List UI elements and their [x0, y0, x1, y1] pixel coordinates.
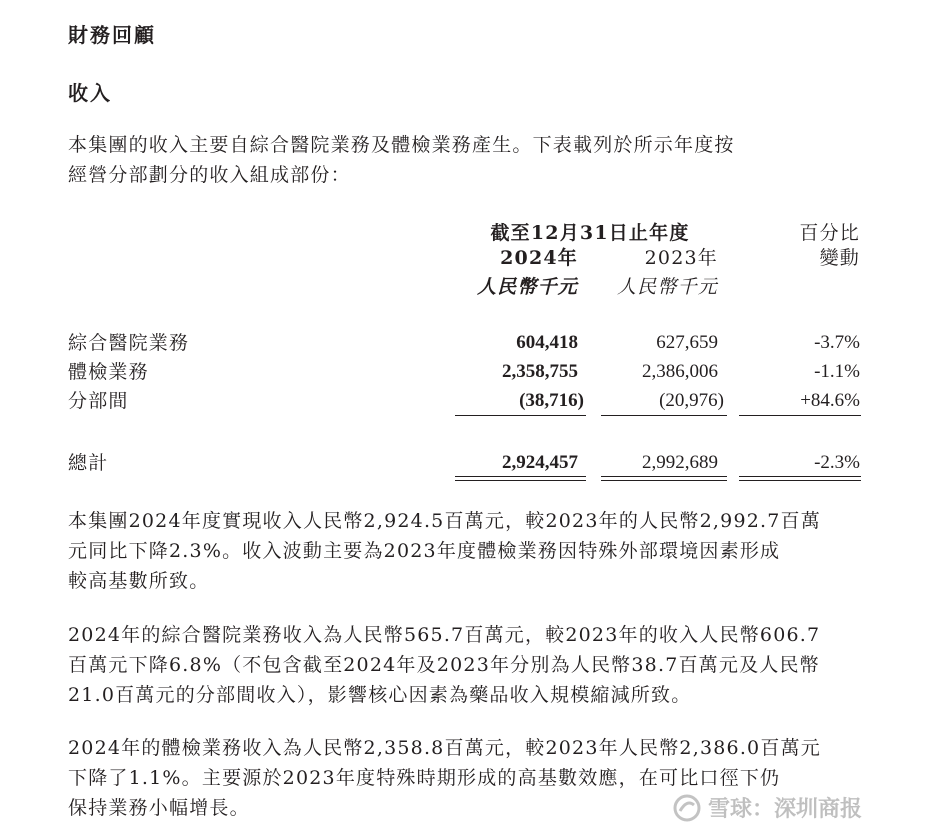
revenue-summary-paragraph	[68, 506, 821, 596]
intro-line: 經營分部劃分的收入組成部份：	[68, 164, 351, 186]
paragraph-line: 較高基數所致。	[68, 570, 210, 592]
paragraph-line: 本集團2024年度實現收入人民幣2,924.5百萬元，較2023年的人民幣2,992.7百萬	[68, 510, 821, 532]
row-value-2023: 627,659	[656, 332, 718, 353]
subtotal-rule	[739, 415, 861, 416]
total-double-rule	[601, 480, 727, 481]
total-double-rule	[455, 480, 586, 481]
subtotal-rule	[455, 415, 586, 416]
subsection-title: 收入	[68, 81, 112, 105]
total-change: -2.3%	[814, 452, 860, 473]
change-header: 變動	[819, 247, 860, 269]
total-double-rule	[739, 480, 861, 481]
intro-line: 本集團的收入主要自綜合醫院業務及體檢業務產生。下表載列於所示年度按	[68, 134, 735, 156]
change-header: 百分比	[799, 222, 860, 244]
row-value-2024: 604,418	[516, 332, 578, 353]
paragraph-line: 21.0百萬元的分部間收入），影響核心因素為藥品收入規模縮減所致。	[68, 684, 692, 706]
hospital-revenue-paragraph	[68, 620, 820, 710]
row-label: 分部間	[68, 390, 129, 412]
row-value-2024: 2,358,755	[502, 361, 578, 382]
total-value-2024: 2,924,457	[502, 452, 578, 473]
paragraph-line: 百萬元下降6.8%（不包含截至2024年及2023年分別為人民幣38.7百萬元及人民幣	[68, 654, 820, 676]
subtotal-rule	[601, 415, 727, 416]
period-header: 截至12月31日止年度	[490, 222, 690, 244]
unit-2023-header: 人民幣千元	[616, 276, 718, 298]
paragraph-line: 2024年的體檢業務收入為人民幣2,358.8百萬元，較2023年人民幣2,386.0百萬元	[68, 737, 821, 759]
section-title: 財務回顧	[68, 23, 156, 47]
row-value-2024: (38,716)	[519, 390, 584, 411]
paragraph-line: 保持業務小幅增長。	[68, 797, 250, 819]
row-value-2023: 2,386,006	[642, 361, 718, 382]
row-value-2023: (20,976)	[659, 390, 724, 411]
total-double-rule	[601, 476, 727, 477]
paragraph-line: 下降了1.1%。主要源於2023年度特殊時期形成的高基數效應，在可比口徑下仍	[68, 767, 781, 789]
paragraph-line: 2024年的綜合醫院業務收入為人民幣565.7百萬元，較2023年的收入人民幣606.7	[68, 624, 821, 646]
paragraph-line: 元同比下降2.3%。收入波動主要為2023年度體檢業務因特殊外部環境因素形成	[68, 540, 781, 562]
total-label: 總計	[68, 452, 109, 474]
intro-paragraph	[68, 130, 735, 190]
total-double-rule	[739, 476, 861, 477]
snowball-logo-icon	[672, 793, 702, 823]
total-double-rule	[455, 476, 586, 477]
row-change: -3.7%	[814, 332, 860, 353]
row-label: 體檢業務	[68, 361, 149, 383]
row-change: +84.6%	[800, 390, 860, 411]
year-2023-header: 2023年	[644, 247, 718, 269]
unit-2024-header: 人民幣千元	[476, 276, 578, 298]
row-change: -1.1%	[814, 361, 860, 382]
row-label: 綜合醫院業務	[68, 332, 190, 354]
watermark-text: 雪球：深圳商报	[708, 797, 863, 822]
watermark	[672, 792, 862, 823]
total-value-2023: 2,992,689	[642, 452, 718, 473]
year-2024-header: 2024年	[500, 247, 578, 269]
